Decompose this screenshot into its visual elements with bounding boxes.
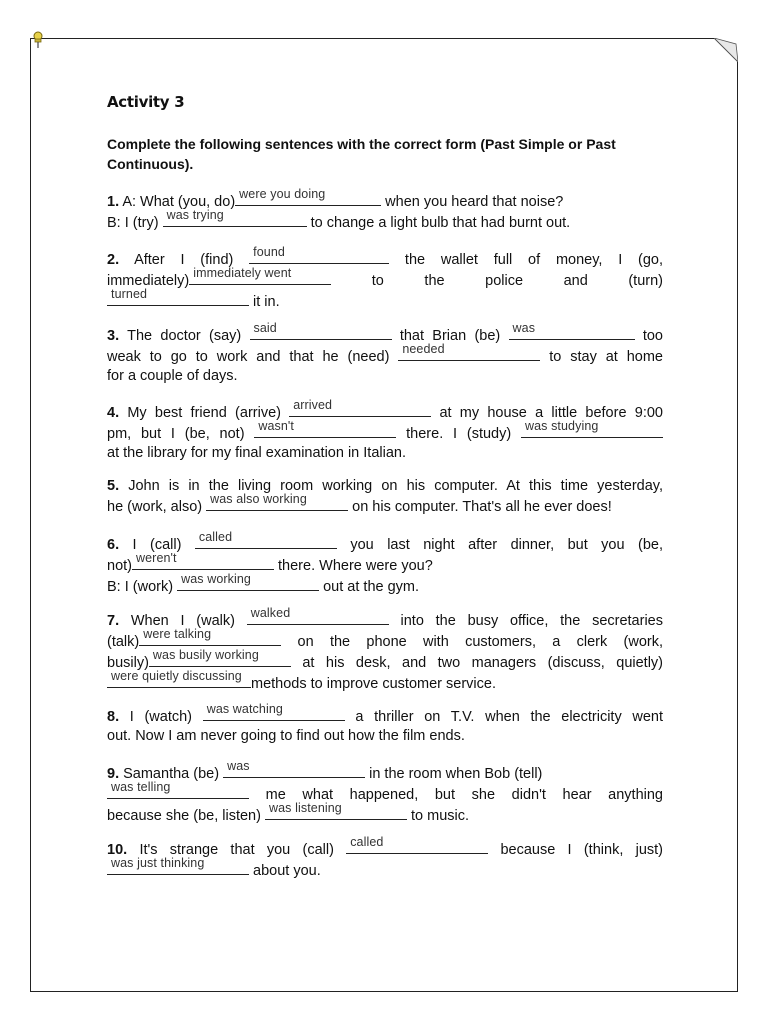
answer-blank[interactable]: was also working <box>206 496 348 511</box>
exercise-1: 1. A: What (you, do) were you doing when you heard that noise? B: I (try) was trying to change a light bulb that had burnt out. <box>107 187 571 231</box>
answer-blank[interactable]: was just thinking <box>107 860 249 875</box>
exercise-5: 5. John is in the living room working on his computer. At this time yesterday, he (work, also) was also working on his computer. That's all he ever does! <box>107 478 663 515</box>
exercise-3: 3. The doctor (say) said that Brian (be) was too weak to go to work and that he (need) needed to stay at home for a couple of days. <box>107 321 664 384</box>
answer-blank[interactable]: was studying <box>521 423 663 438</box>
exercise-7: 7. When I (walk) walked into the busy office, the secretaries (talk) were talking on the phone with customers, a clerk (work, busily) was busily working at his desk, and two managers (discuss, quietly) were quietly discussing methods to improve customer service. <box>107 606 663 692</box>
answer-blank[interactable]: immediately went <box>189 270 331 285</box>
answer-blank[interactable]: arrived <box>289 402 431 417</box>
answer-blank[interactable]: was busily working <box>149 652 291 667</box>
answer-blank[interactable]: was trying <box>163 212 307 227</box>
answer-blank[interactable]: were quietly discussing <box>107 673 251 688</box>
answer-blank[interactable]: were talking <box>139 631 281 646</box>
exercise-4: 4. My best friend (arrive) arrived at my house a little before 9:00 pm, but I (be, not) wasn't there. I (study) was studying at the library for my final examination in Italian. <box>107 398 663 461</box>
pushpin-icon <box>32 31 44 49</box>
exercise-6: 6. I (call) called you last night after dinner, but you (be, not) weren't there. Where were you? B: I (work) was working out at the gym. <box>107 530 663 595</box>
answer-blank[interactable]: turned <box>107 291 249 306</box>
answer-blank[interactable]: called <box>195 534 337 549</box>
answer-blank[interactable]: weren't <box>132 555 274 570</box>
answer-blank[interactable]: needed <box>398 346 540 361</box>
answer-blank[interactable]: was <box>223 763 365 778</box>
exercise-9: 9. Samantha (be) was in the room when Bob (tell) was telling me what happened, but she didn't hear anything because she (be, listen) was listening to music. <box>107 759 663 824</box>
exercise-10: 10. It's strange that you (call) called because I (think, just) was just thinking about you. <box>107 835 664 879</box>
answer-blank[interactable]: walked <box>247 610 389 625</box>
exercise-8: 8. I (watch) was watching a thriller on T.V. when the electricity went out. Now I am never going to find out how the film ends. <box>107 702 663 744</box>
answer-blank[interactable]: said <box>250 325 392 340</box>
answer-blank[interactable]: were you doing <box>235 191 381 206</box>
answer-blank[interactable]: was listening <box>265 805 407 820</box>
answer-blank[interactable]: wasn't <box>254 423 396 438</box>
answer-blank[interactable]: was watching <box>203 706 345 721</box>
answer-blank[interactable]: was working <box>177 576 319 591</box>
answer-blank[interactable]: was telling <box>107 784 249 799</box>
exercise-2: 2. After I (find) found the wallet full of money, I (go, immediately) immediately went to the police and (turn) turned it in. <box>107 245 664 310</box>
activity-title: Activity 3 <box>107 93 185 111</box>
page-curl-corner <box>714 38 738 62</box>
instructions-text: Complete the following sentences with the correct form (Past Simple or Past Continuous). <box>107 136 616 172</box>
answer-blank[interactable]: was <box>509 325 635 340</box>
answer-blank[interactable]: found <box>249 249 389 264</box>
answer-blank[interactable]: called <box>346 839 488 854</box>
